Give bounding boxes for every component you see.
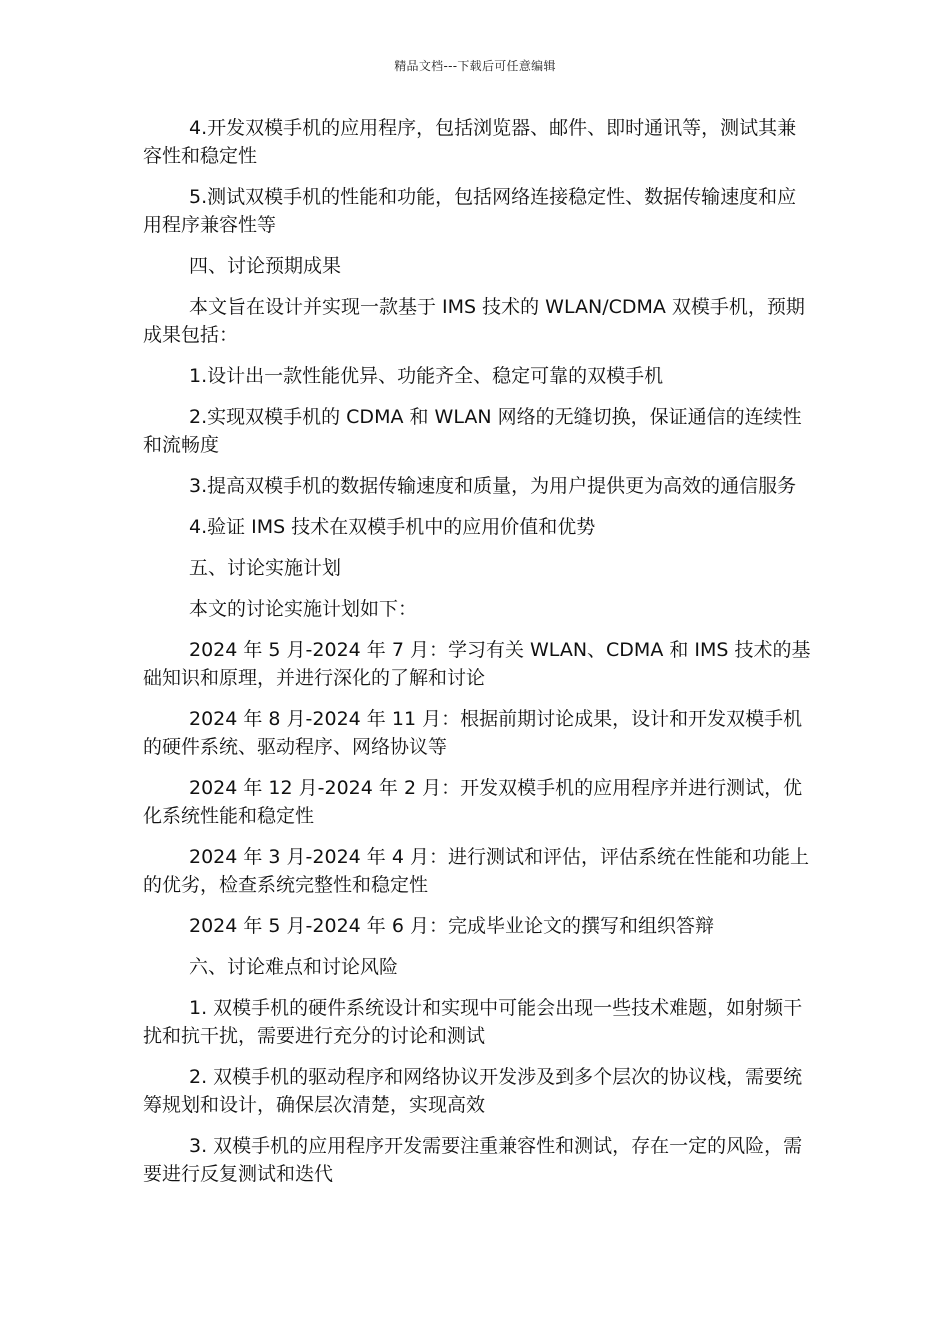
page-header: 精品文档---下载后可任意编辑 (394, 59, 556, 73)
paragraph-risk-2: 2. 双模手机的驱动程序和网络协议开发涉及到多个层次的协议栈，需要统筹规划和设计，确保层次清楚，实现高效 (143, 1066, 803, 1116)
paragraph-plan-phase-5: 2024 年 5 月-2024 年 6 月：完成毕业论文的撰写和组织答辩 (189, 915, 714, 937)
document-body (143, 114, 811, 1201)
paragraph-expected-intro: 本文旨在设计并实现一款基于 IMS 技术的 WLAN/CDMA 双模手机，预期成果包括： (143, 296, 805, 346)
paragraph-plan-phase-4: 2024 年 3 月-2024 年 4 月：进行测试和评估，评估系统在性能和功能上的优劣，检查系统完整性和稳定性 (143, 846, 809, 896)
paragraph-app-development: 4.开发双模手机的应用程序，包括浏览器、邮件、即时通讯等，测试其兼容性和稳定性 (143, 117, 797, 167)
paragraph-plan-phase-3: 2024 年 12 月-2024 年 2 月：开发双模手机的应用程序并进行测试，优化系统性能和稳定性 (143, 777, 803, 827)
paragraph-plan-phase-2: 2024 年 8 月-2024 年 11 月：根据前期讨论成果，设计和开发双模手机的硬件系统、驱动程序、网络协议等 (143, 708, 803, 758)
paragraph-performance-testing: 5.测试双模手机的性能和功能，包括网络连接稳定性、数据传输速度和应用程序兼容性等 (143, 186, 797, 236)
section-heading-expected-results: 四、讨论预期成果 (189, 255, 342, 277)
paragraph-expected-4: 4.验证 IMS 技术在双模手机中的应用价值和优势 (189, 516, 596, 538)
paragraph-expected-2: 2.实现双模手机的 CDMA 和 WLAN 网络的无缝切换，保证通信的连续性和流畅度 (143, 406, 802, 456)
section-heading-difficulties-risks: 六、讨论难点和讨论风险 (189, 956, 399, 978)
paragraph-risk-3: 3. 双模手机的应用程序开发需要注重兼容性和测试，存在一定的风险，需要进行反复测试和迭代 (143, 1135, 803, 1185)
paragraph-expected-1: 1.设计出一款性能优异、功能齐全、稳定可靠的双模手机 (189, 365, 664, 387)
section-heading-implementation-plan: 五、讨论实施计划 (189, 557, 342, 579)
paragraph-expected-3: 3.提高双模手机的数据传输速度和质量，为用户提供更为高效的通信服务 (189, 475, 797, 497)
paragraph-risk-1: 1. 双模手机的硬件系统设计和实现中可能会出现一些技术难题，如射频干扰和抗干扰，需要进行充分的讨论和测试 (143, 997, 803, 1047)
paragraph-plan-phase-1: 2024 年 5 月-2024 年 7 月：学习有关 WLAN、CDMA 和 IMS 技术的基础知识和原理，并进行深化的了解和讨论 (143, 639, 811, 689)
paragraph-plan-intro: 本文的讨论实施计划如下： (189, 598, 418, 620)
